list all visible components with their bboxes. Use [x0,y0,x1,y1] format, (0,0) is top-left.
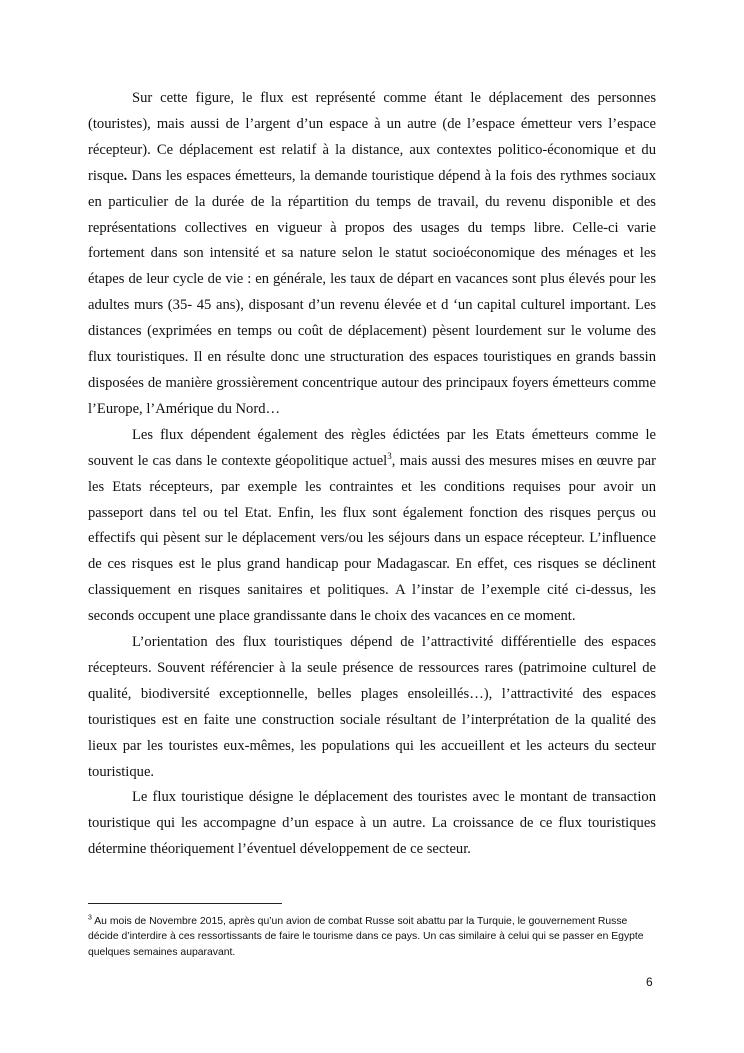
paragraph-2 [88,423,656,630]
paragraph-1 [88,86,656,423]
page-number: 6 [646,975,653,989]
footnote-reference[interactable]: 3 [387,450,392,461]
paragraph-1-bold-dot: . [123,167,128,184]
footnote-number: 3 [88,914,92,922]
footnote [88,914,658,960]
paragraph-1-text-before: Sur cette figure, le flux est représenté comme étant le déplacement des personnes (touristes), mais aussi de l’argent d’un espace à un autre (de l’espace émetteur vers l’espace récepteur). Ce déplacement est relatif à la distance, aux contextes politico-économique et du risque [88,90,656,184]
paragraph-4: Le flux touristique désigne le déplacement des touristes avec le montant de transaction touristique qui les accompagne d’un espace à un autre. La croissance de ce flux touristiques détermine théoriquement l’éventuel développement de ce secteur. [88,789,656,858]
paragraph-2-text-before: Les flux dépendent également des règles édictées par les Etats émetteurs comme le souvent le cas dans le contexte géopolitique actuel [88,426,656,469]
body-text [88,86,656,863]
footnote-separator [88,903,282,904]
paragraph-3: L’orientation des flux touristiques dépend de l’attractivité différentielle des espaces récepteurs. Souvent référencier à la seule présence de ressources rares (patrimoine culturel de qualité, biodiversité exceptionnelle, belles plages ensoleillés…), l’attractivité des espaces touristiques est en faite une construction sociale résultant de l’interprétation de la qualité des lieux par les touristes eux-mêmes, les populations qui les accueillent et les acteurs du secteur touristique. [88,634,656,780]
footnote-text: Au mois de Novembre 2015, après qu’un avion de combat Russe soit abattu par la Turquie, le gouvernement Russe décide d’interdire à ces ressortissants de faire le tourisme dans ce pays. Un cas similaire à celui qui se passer en Egypte quelques semaines auparavant. [88,916,644,958]
paragraph-2-text-after: , mais aussi des mesures mises en œuvre par les Etats récepteurs, par exemple les contraintes et les conditions requises pour avoir un passeport dans tel ou tel Etat. Enfin, les flux sont également fonction des risques perçus ou effectifs qui pèsent sur le déplacement vers/ou les séjours dans un espace récepteur. L’influence de ces risques est le plus grand handicap pour Madagascar. En effet, ces risques se déclinent classiquement en risques sanitaires et politiques. A l’instar de l’exemple cité ci-dessus, les seconds occupent une place grandissante dans le choix des vacances en ce moment. [88,452,656,625]
paragraph-1-text-after: Dans les espaces émetteurs, la demande touristique dépend à la fois des rythmes sociaux en particulier de la durée de la répartition du temps de travail, du revenu disponible et des représentations collectives en vigueur à propos des usages du temps libre. Celle-ci varie fortement dans son intensité et sa nature selon le statut socioéconomique des ménages et les étapes de leur cycle de vie : en générale, les taux de départ en vacances sont plus élevés pour les adultes murs (35- 45 ans), disposant d’un revenu élevée et d ‘un capital culturel important. Les distances (exprimées en temps ou coût de déplacement) pèsent lourdement sur le volume des flux touristiques. Il en résulte donc une structuration des espaces touristiques en grands bassin disposées de manière grossièrement concentrique autour des principaux foyers émetteurs comme l’Europe, l’Amérique du Nord… [88,167,656,417]
